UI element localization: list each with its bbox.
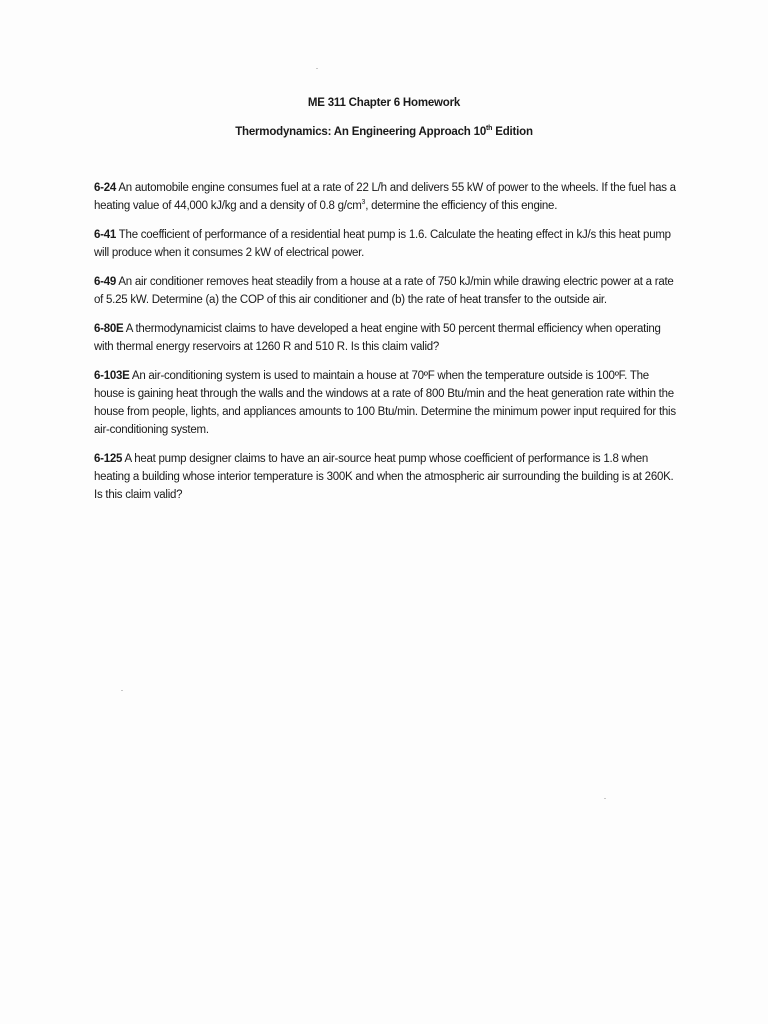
problem-number: 6-24 [94, 182, 117, 194]
problem-number: 6-49 [94, 276, 117, 288]
problem-number: 6-41 [94, 229, 117, 241]
problem-text: An air conditioner removes heat steadily from a house at a rate of 750 kJ/min while drawing electric power at a rate of 5.25 kW. Determine (a) the COP of this air conditioner and (b) the rate of heat transfer to the outside air. [94, 276, 674, 306]
problem-6-103e [94, 367, 676, 439]
problem-6-80e [94, 320, 676, 356]
problem-number: 6-80E [94, 323, 124, 335]
problem-text: A heat pump designer claims to have an air-source heat pump whose coefficient of performance is 1.8 when heating a building whose interior temperature is 300K and when the atmospheric air surrounding the building is at 260K. Is this claim valid? [94, 453, 674, 501]
document-title: ME 311 Chapter 6 Homework [307, 97, 461, 109]
problem-list [94, 179, 676, 515]
problem-6-41 [94, 226, 676, 262]
scan-speck [604, 798, 606, 799]
problem-text: The coefficient of performance of a residential heat pump is 1.6. Calculate the heating effect in kJ/s this heat pump will produce when it consumes 2 kW of electrical power. [94, 229, 671, 259]
problem-number: 6-125 [94, 453, 123, 465]
problem-superscript: 3 [361, 199, 366, 207]
problem-text: An automobile engine consumes fuel at a rate of 22 L/h and delivers 55 kW of power to the wheels. If the fuel has a heating value of 44,000 kJ/kg and a density of 0.8 g/cm [94, 182, 676, 212]
document-subtitle [0, 126, 768, 138]
subtitle-suffix: Edition [492, 126, 533, 138]
problem-6-49 [94, 273, 676, 309]
problem-number: 6-103E [94, 370, 130, 382]
subtitle-text: Thermodynamics: An Engineering Approach 10 [235, 126, 487, 138]
scan-speck [316, 68, 318, 69]
problem-text-continued: , determine the efficiency of this engine. [365, 200, 558, 212]
problem-6-24 [94, 179, 676, 215]
problem-6-125 [94, 450, 676, 504]
problem-text: A thermodynamicist claims to have developed a heat engine with 50 percent thermal efficiency when operating with thermal energy reservoirs at 1260 R and 510 R. Is this claim valid? [94, 323, 661, 353]
problem-text: An air-conditioning system is used to maintain a house at 70ºF when the temperature outside is 100ºF. The house is gaining heat through the walls and the windows at a rate of 800 Btu/min and the heat generation rate within the house from people, lights, and appliances amounts to 100 Btu/min. Determine the minimum power input required for this air-conditioning system. [94, 370, 676, 436]
scan-speck [121, 690, 123, 691]
subtitle-superscript: th [486, 125, 493, 133]
